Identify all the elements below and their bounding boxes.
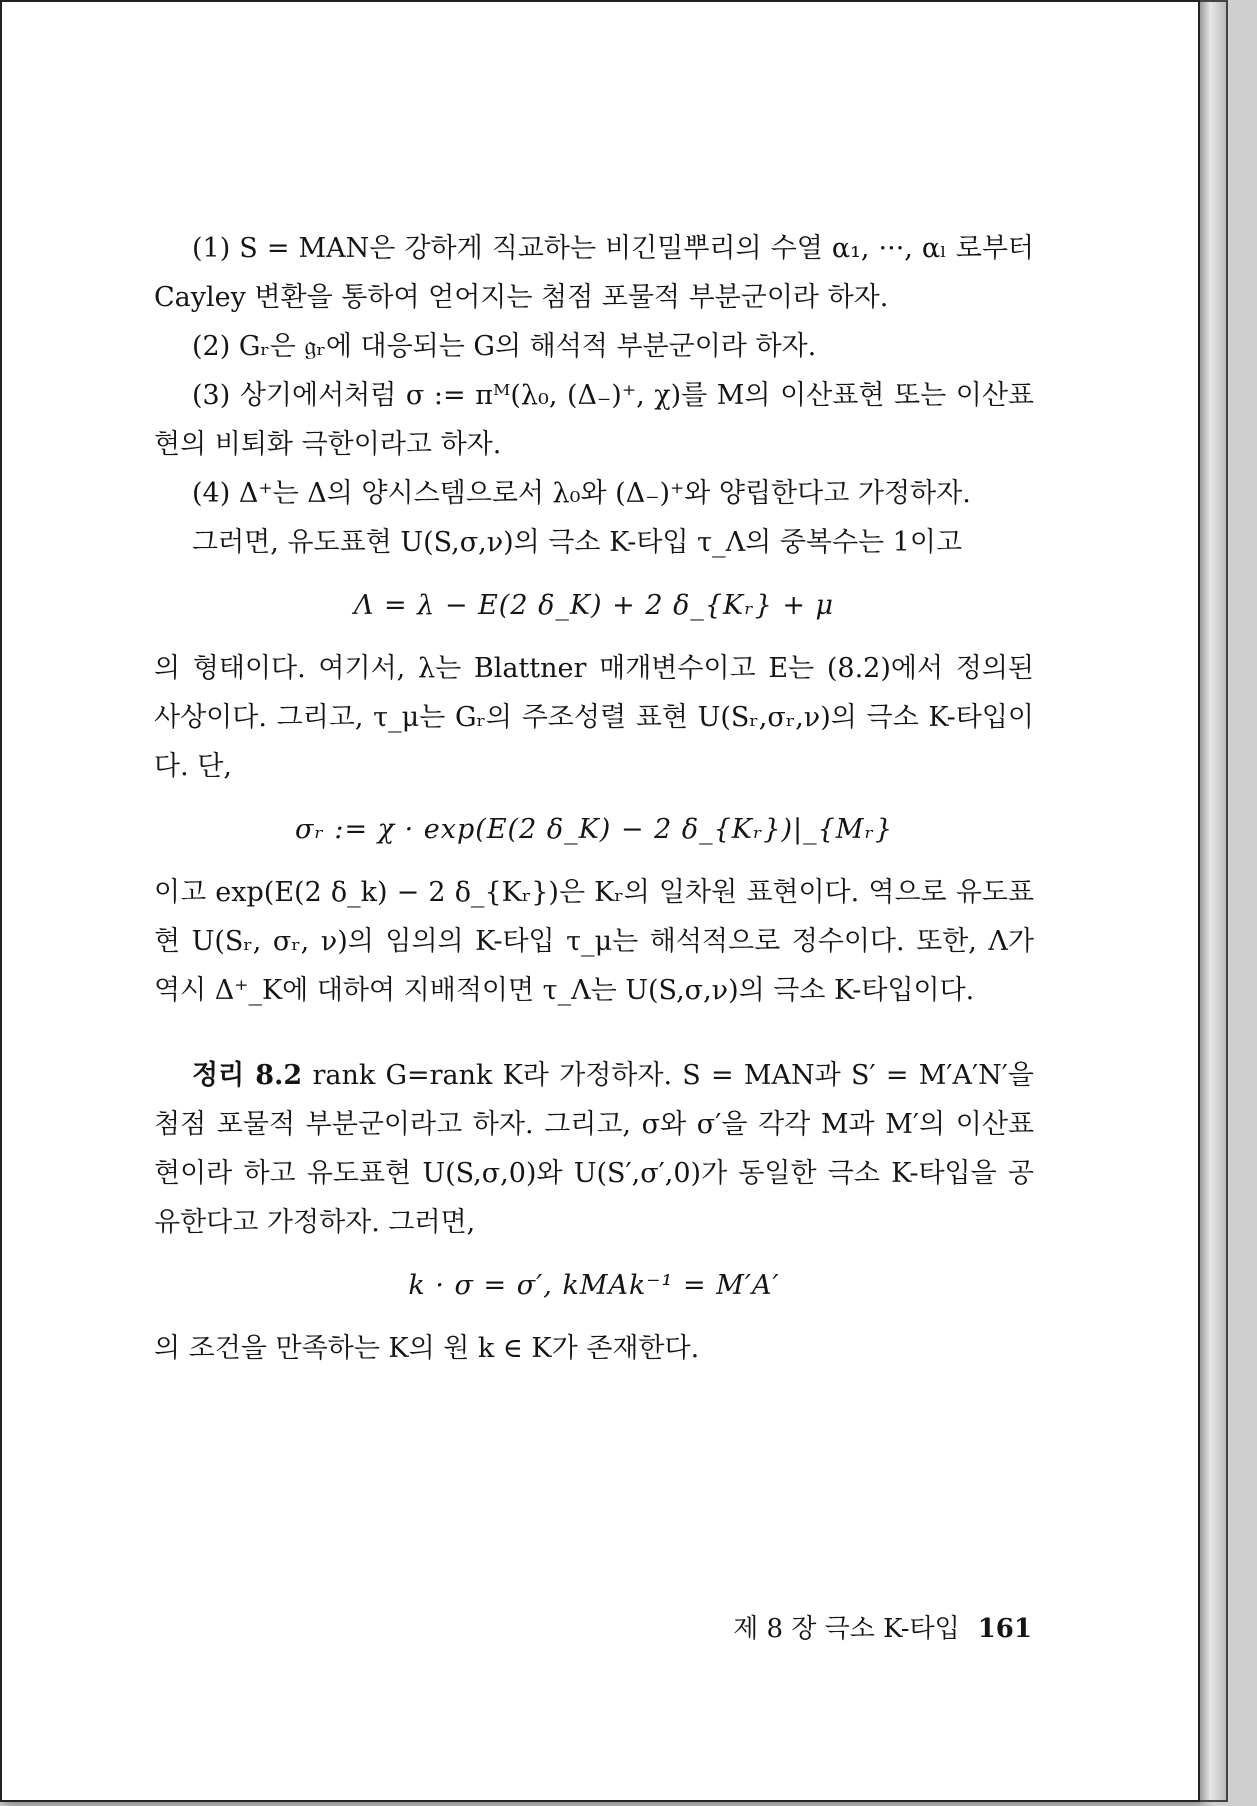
paragraph-converse: 이고 exp(E(2 δ_k) − 2 δ_{Kᵣ})은 Kᵣ의 일차원 표현이다. 역으로 유도표현 U(Sᵣ, σᵣ, ν)의 임의의 K-타입 τ_μ는 해석적으로 정수이다. 또한, Λ가 역시 Δ⁺_K에 대하여 지배적이면 τ_Λ는 U(S,σ,ν)의 극소 K-타입이다.	[154, 877, 1034, 1006]
running-footer	[712, 1608, 1032, 1645]
body-text	[154, 224, 1034, 1373]
theorem-label: 정리 8.2	[192, 1060, 303, 1091]
equation-lambda: Λ = λ − E(2 δ_K) + 2 δ_{Kᵣ} + μ	[353, 590, 835, 621]
theorem-8-2	[154, 1051, 1034, 1247]
page-number: 161	[977, 1614, 1032, 1644]
equation-k: k · σ = σ′, kMAk⁻¹ = M′A′	[408, 1270, 780, 1301]
spacer	[154, 1015, 1034, 1051]
page-edge	[1200, 0, 1228, 1802]
conclusion-intro: 그러면, 유도표현 U(S,σ,ν)의 극소 K-타입 τ_Λ의 중복수는 1이고	[192, 527, 963, 558]
equation-sigma-r: σᵣ := χ · exp(E(2 δ_K) − 2 δ_{Kᵣ})|_{Mᵣ}	[295, 814, 893, 845]
chapter-title: 제 8 장 극소 K-타입	[733, 1614, 960, 1644]
item-2: (2) Gᵣ은 𝔤ᵣ에 대응되는 G의 해석적 부분군이라 하자.	[192, 331, 817, 362]
theorem-body: rank G=rank K라 가정하자. S = MAN과 S′ = M′A′N′을 첨점 포물적 부분군이라고 하자. 그리고, σ와 σ′을 각각 M과 M′의 이산표현이라 하고 유도표현 U(S,σ,0)와 U(S′,σ′,0)가 동일한 극소 K-타입을 공유한다고 가정하자. 그러면,	[154, 1060, 1034, 1238]
paragraph-form: 의 형태이다. 여기서, λ는 Blattner 매개변수이고 E는 (8.2)에서 정의된 사상이다. 그리고, τ_μ는 Gᵣ의 주조성렬 표현 U(Sᵣ,σᵣ,ν)의 극소 K-타입이다. 단,	[154, 653, 1034, 782]
item-3: (3) 상기에서처럼 σ := πᴹ(λ₀, (Δ₋)⁺, χ)를 M의 이산표현 또는 이산표현의 비퇴화 극한이라고 하자.	[154, 380, 1034, 460]
item-1: (1) S = MAN은 강하게 직교하는 비긴밀뿌리의 수열 α₁, ···, αₗ 로부터 Cayley 변환을 통하여 얻어지는 첨점 포물적 부분군이라 하자.	[154, 233, 1034, 313]
item-4: (4) Δ⁺는 Δ의 양시스템으로서 λ₀와 (Δ₋)⁺와 양립한다고 가정하자.	[192, 478, 971, 509]
paragraph-existence: 의 조건을 만족하는 K의 원 k ∈ K가 존재한다.	[154, 1333, 700, 1364]
